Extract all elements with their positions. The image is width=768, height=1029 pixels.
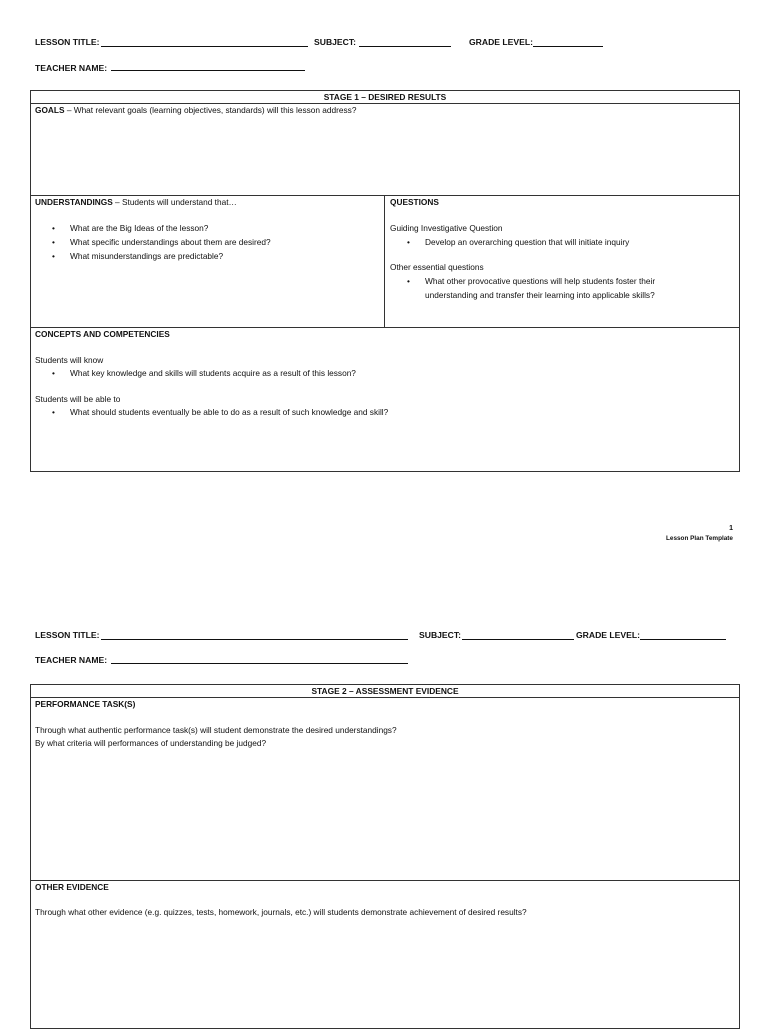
lesson-title-field[interactable] [101, 639, 408, 640]
performance-label: PERFORMANCE TASK(S) [35, 699, 136, 709]
grade-level-label: GRADE LEVEL: [469, 37, 533, 47]
teacher-name-label: TEACHER NAME: [35, 655, 108, 665]
stage-2-title: STAGE 2 – ASSESSMENT EVIDENCE [31, 685, 739, 698]
divider [30, 195, 740, 196]
goals-prompt [35, 105, 356, 115]
other-evidence-line-1: Through what other evidence (e.g. quizzes, tests, homework, journals, etc.) will students demonstrate achievement of desired results? [35, 907, 527, 917]
stage-2-table [30, 684, 740, 1029]
lesson-title-label: LESSON TITLE: [35, 37, 100, 47]
questions-label: QUESTIONS [390, 197, 439, 207]
page-number: 1 [729, 525, 733, 532]
grade-level-field[interactable] [640, 639, 726, 640]
students-know-bullet: • What key knowledge and skills will students acquire as a result of this lesson? [70, 368, 356, 378]
students-know-label: Students will know [35, 355, 104, 365]
students-able-label: Students will be able to [35, 394, 121, 404]
grade-level-field[interactable] [533, 46, 603, 47]
other-evidence-label: OTHER EVIDENCE [35, 882, 109, 892]
concepts-label: CONCEPTS AND COMPETENCIES [35, 329, 170, 339]
subject-field[interactable] [359, 46, 451, 47]
lesson-title-field[interactable] [101, 46, 308, 47]
divider [30, 327, 740, 328]
grade-level-label: GRADE LEVEL: [576, 630, 640, 640]
teacher-name-field[interactable] [111, 663, 408, 664]
goals-label: GOALS [35, 105, 65, 115]
performance-line-1: Through what authentic performance task(s) will student demonstrate the desired understandings? [35, 725, 397, 735]
understandings-bullet-2: • What specific understandings about them are desired? [70, 237, 271, 247]
understandings-bullet-3: • What misunderstandings are predictable? [70, 251, 223, 261]
teacher-name-label: TEACHER NAME: [35, 63, 108, 73]
guiding-question-label: Guiding Investigative Question [390, 223, 503, 233]
subject-field[interactable] [462, 639, 574, 640]
teacher-name-field[interactable] [111, 70, 305, 71]
other-questions-label: Other essential questions [390, 262, 484, 272]
stage-1-title: STAGE 1 – DESIRED RESULTS [31, 91, 739, 104]
divider [384, 195, 385, 327]
lesson-title-label: LESSON TITLE: [35, 630, 100, 640]
guiding-question-bullet: • Develop an overarching question that will initiate inquiry [425, 237, 629, 247]
other-questions-bullet: • What other provocative questions will help students foster their [425, 276, 655, 286]
understandings-text: – Students will understand that… [112, 197, 237, 207]
understandings-label: UNDERSTANDINGS [35, 197, 113, 207]
students-able-bullet: • What should students eventually be able to do as a result of such knowledge and skill? [70, 407, 388, 417]
performance-line-2: By what criteria will performances of understanding be judged? [35, 738, 267, 748]
subject-label: SUBJECT: [419, 630, 462, 640]
understandings-prompt [35, 197, 237, 207]
footer-title: Lesson Plan Template [665, 535, 733, 542]
other-questions-bullet-cont: understanding and transfer their learning into applicable skills? [425, 290, 655, 300]
goals-text: – What relevant goals (learning objectives, standards) will this lesson address? [64, 105, 357, 115]
divider [30, 880, 740, 881]
understandings-bullet-1: • What are the Big Ideas of the lesson? [70, 223, 208, 233]
subject-label: SUBJECT: [314, 37, 357, 47]
